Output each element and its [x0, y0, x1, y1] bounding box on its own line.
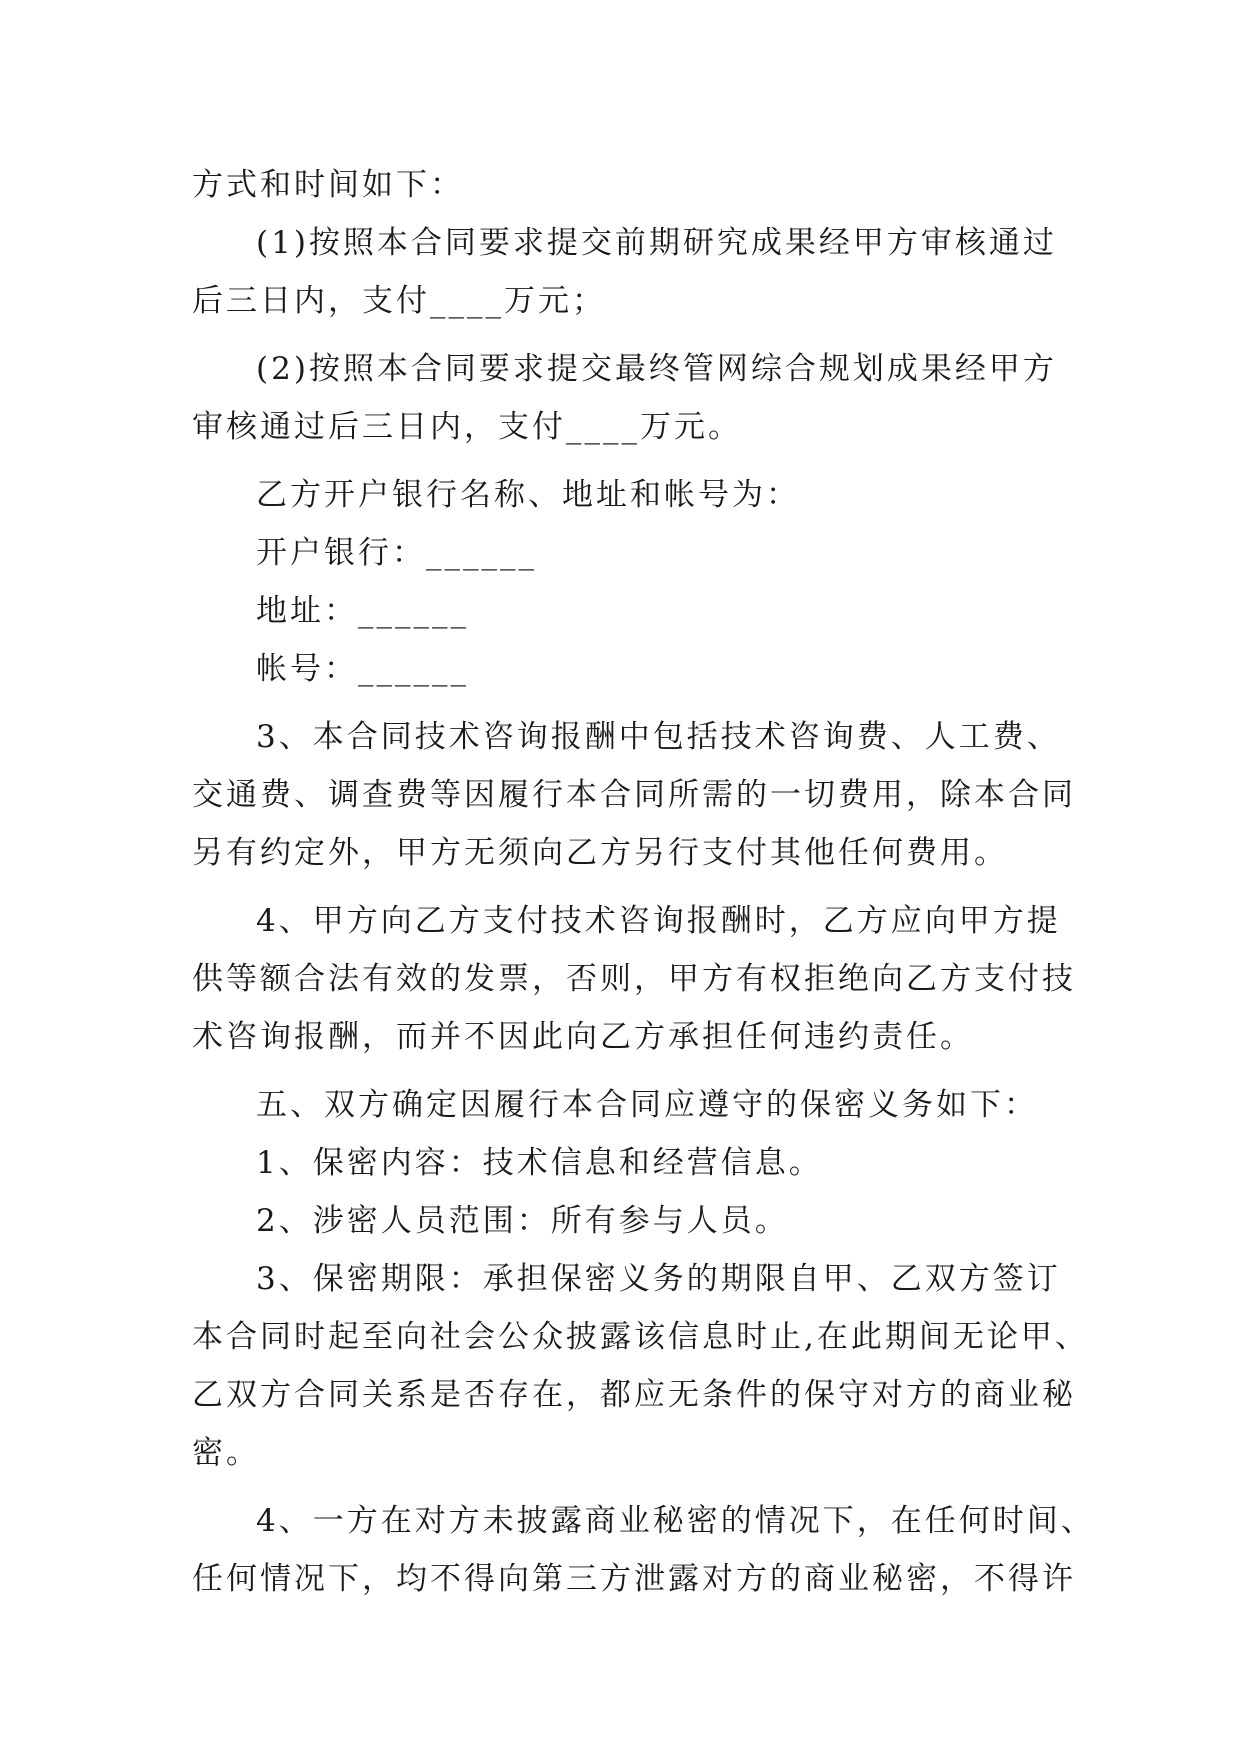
text-line: 密。 [192, 1435, 260, 1471]
text-line: 另有约定外，甲方无须向乙方另行支付其他任何费用。 [192, 835, 1008, 871]
text-line: 审核通过后三日内，支付____万元。 [192, 409, 742, 445]
text-line: 乙双方合同关系是否存在，都应无条件的保守对方的商业秘 [192, 1377, 1076, 1413]
document-body [192, 156, 1095, 1608]
text-line: 地址：______ [256, 593, 469, 629]
text-line: 4、一方在对方未披露商业秘密的情况下，在任何时间、 [256, 1503, 1095, 1539]
text-line: 2、涉密人员范围：所有参与人员。 [256, 1203, 789, 1239]
text-line: 任何情况下，均不得向第三方泄露对方的商业秘密，不得许 [192, 1561, 1076, 1597]
text-line: 五、双方确定因履行本合同应遵守的保密义务如下： [256, 1087, 1038, 1123]
text-line: 4、甲方向乙方支付技术咨询报酬时，乙方应向甲方提 [256, 903, 1061, 939]
text-line: 后三日内，支付____万元； [192, 283, 606, 319]
text-line: 3、保密期限：承担保密义务的期限自甲、乙双方签订 [256, 1261, 1061, 1297]
text-line: 1、保密内容：技术信息和经营信息。 [256, 1145, 823, 1181]
text-line: (1)按照本合同要求提交前期研究成果经甲方审核通过 [256, 225, 1057, 261]
text-line: 帐号：______ [256, 651, 469, 687]
text-line: 交通费、调查费等因履行本合同所需的一切费用，除本合同 [192, 777, 1076, 813]
text-line: 乙方开户银行名称、地址和帐号为： [256, 477, 800, 513]
text-line: 方式和时间如下： [192, 167, 464, 203]
text-line: 供等额合法有效的发票，否则，甲方有权拒绝向乙方支付技 [192, 961, 1076, 997]
text-line: 开户银行：______ [256, 535, 537, 571]
text-line: 术咨询报酬，而并不因此向乙方承担任何违约责任。 [192, 1019, 974, 1055]
text-line: (2)按照本合同要求提交最终管网综合规划成果经甲方 [256, 351, 1057, 387]
text-line: 本合同时起至向社会公众披露该信息时止,在此期间无论甲、 [192, 1319, 1089, 1355]
text-line: 3、本合同技术咨询报酬中包括技术咨询费、人工费、 [256, 719, 1061, 755]
